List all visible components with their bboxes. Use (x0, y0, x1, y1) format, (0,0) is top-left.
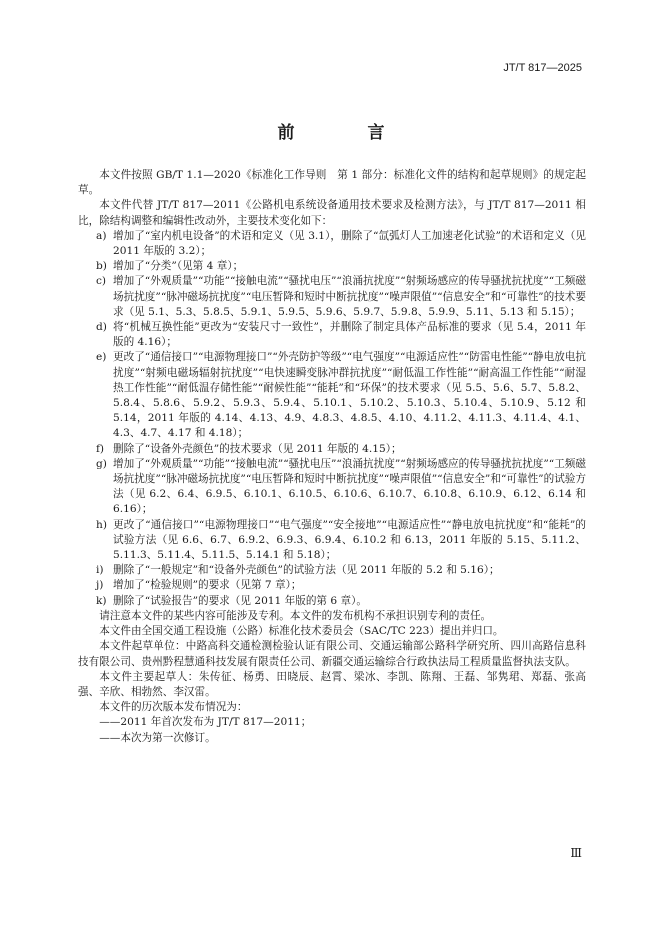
intro-paragraph: 本文件代替 JT/T 817—2011《公路机电系统设备通用技术要求及检测方法》，与 JT/T 817—2011 相比，除结构调整和编辑性改动外，主要技术变化如下： (78, 199, 586, 227)
change-item-label: j) (96, 579, 104, 592)
change-item-text: 删除了“一般规定”和“设备外壳颜色”的试验方法（见 2011 年版的 5.2 和 5.16）； (113, 564, 500, 577)
change-item (78, 320, 586, 350)
change-item (78, 594, 586, 609)
standard-code-header: JT/T 817—2025 (503, 62, 582, 74)
patent-notice: 请注意本文件的某些内容可能涉及专利。本文件的发布机构不承担识别专利的责任。 (99, 609, 492, 622)
intro-paragraph: 本文件按照 GB/T 1.1—2020《标准化工作导则 第 1 部分：标准化文件的结构和起草规则》的规定起草。 (78, 169, 586, 197)
change-item (78, 350, 586, 441)
version-history-item: ——本次为第一次修订。 (99, 731, 216, 744)
drafters: 本文件主要起草人：朱传征、杨勇、田晓辰、赵霄、梁冰、李凯、陈翔、王磊、邹隽珺、郑磊、张高强、辛欣、相勃然、李汉雷。 (78, 670, 586, 698)
change-item (78, 259, 586, 274)
change-item-label: i) (96, 564, 104, 577)
change-item-label: e) (96, 351, 107, 364)
change-item-label: d) (96, 321, 107, 334)
change-item (78, 229, 586, 259)
version-history-intro: 本文件的历次版本发布情况为： (99, 701, 248, 714)
change-item-label: h) (96, 518, 107, 531)
change-item-label: b) (96, 260, 107, 273)
change-item-text: 增加了“检验规则”的要求（见第 7 章）； (113, 579, 302, 592)
change-item-text: 增加了“外观质量”“功能”“接触电流”“骚扰电压”“浪涌抗扰度”“射频场感应的传导骚扰抗扰度”“工频磁场抗扰度”“脉冲磁场抗扰度”“电压暂降和短时中断抗扰度”“噪声限值”“信息安全”和“可靠性”的试验方法（见 6.2、6.4、6.9.5、6.10.1、6.10.5、6.10.6、6.10.7、6.10.8、6.10.9、6.12、6.14 和 6.16）； (113, 457, 586, 516)
change-item (78, 442, 586, 457)
foreword-body (78, 168, 586, 746)
change-item (78, 457, 586, 518)
committee-statement: 本文件由全国交通工程设施（公路）标准化技术委员会（SAC/TC 223）提出并归口。 (99, 625, 504, 638)
change-item-label: c) (96, 275, 107, 288)
change-item-text: 增加了“室内机电设备”的术语和定义（见 3.1），删除了“氙弧灯人工加速老化试验”的术语和定义（见 2011 年版的 3.2）； (113, 229, 586, 258)
change-item-text: 更改了“通信接口”“电源物理接口”“外壳防护等级”“电气强度”“电源适应性”“防雷电性能”“静电放电抗扰度”“射频电磁场辐射抗扰度”“电快速瞬变脉冲群抗扰度”“耐低温工作性能”“耐高温工作性能”“耐湿热工作性能”“耐低温存储性能”“耐候性能”“能耗”和“环保”的技术要求（见 5.5、5.6、5.7、5.8.2、5.8.4、5.8.6、5.9.2、5.9.3、5.9.4、5.10.1、5.10.2、5.10.3、5.10.4、5.10.9、5.12 和 5.14，2011 年版的 4.14、4.13、4.9、4.8.3、4.8.5、4.10、4.11.2、4.11.3、4.11.4、4.1、4.3、4.7、4.17 和 4.18）； (113, 351, 586, 440)
change-item-label: a) (96, 229, 107, 242)
change-item-text: 增加了“外观质量”“功能”“接触电流”“骚扰电压”“浪涌抗扰度”“射频场感应的传导骚扰抗扰度”“工频磁场抗扰度”“脉冲磁场抗扰度”“电压暂降和短时中断抗扰度”“噪声限值”“信息安全”和“可靠性”的技术要求（见 5.1、5.3、5.8.5、5.9.1、5.9.5、5.9.6、5.9.7、5.9.8、5.9.9、5.11、5.13 和 5.15）； (113, 275, 586, 318)
change-item-label: k) (96, 594, 107, 607)
change-item-label: f) (96, 442, 105, 455)
change-item (78, 274, 586, 320)
version-history-item: ——2011 年首次发布为 JT/T 817—2011； (99, 716, 312, 729)
change-item (78, 578, 586, 593)
change-item-text: 删除了“试验报告”的要求（见 2011 年版的第 6 章）。 (113, 594, 367, 607)
change-item-text: 增加了“分类”（见第 4 章）； (113, 260, 244, 273)
change-item (78, 518, 586, 564)
change-item (78, 563, 586, 578)
page-number: Ⅲ (570, 846, 582, 860)
drafting-units: 本文件起草单位：中路高科交通检测检验认证有限公司、交通运输部公路科学研究所、四川高路信息科技有限公司、贵州黔程慧通科技发展有限责任公司、新疆交通运输综合行政执法局工程质量监督执法支队。 (78, 640, 586, 668)
change-item-text: 删除了“设备外壳颜色”的技术要求（见 2011 年版的 4.15）； (113, 442, 402, 455)
change-item-label: g) (96, 457, 107, 470)
page-title: 前 言 (277, 123, 413, 143)
change-item-text: 将“机械互换性能”更改为“安装尺寸一致性”，并删除了制定具体产品标准的要求（见 5.4，2011 年版的 4.16）； (113, 321, 586, 349)
change-item-text: 更改了“通信接口”“电源物理接口”“电气强度”“安全接地”“电源适应性”“静电放电抗扰度”和“能耗”的试验方法（见 6.6、6.7、6.9.2、6.9.3、6.9.4、6.10.2 和 6.13，2011 年版的 5.15、5.11.2、5.11.3、5.11.4、5.11.5、5.14.1 和 5.18）； (113, 518, 586, 562)
